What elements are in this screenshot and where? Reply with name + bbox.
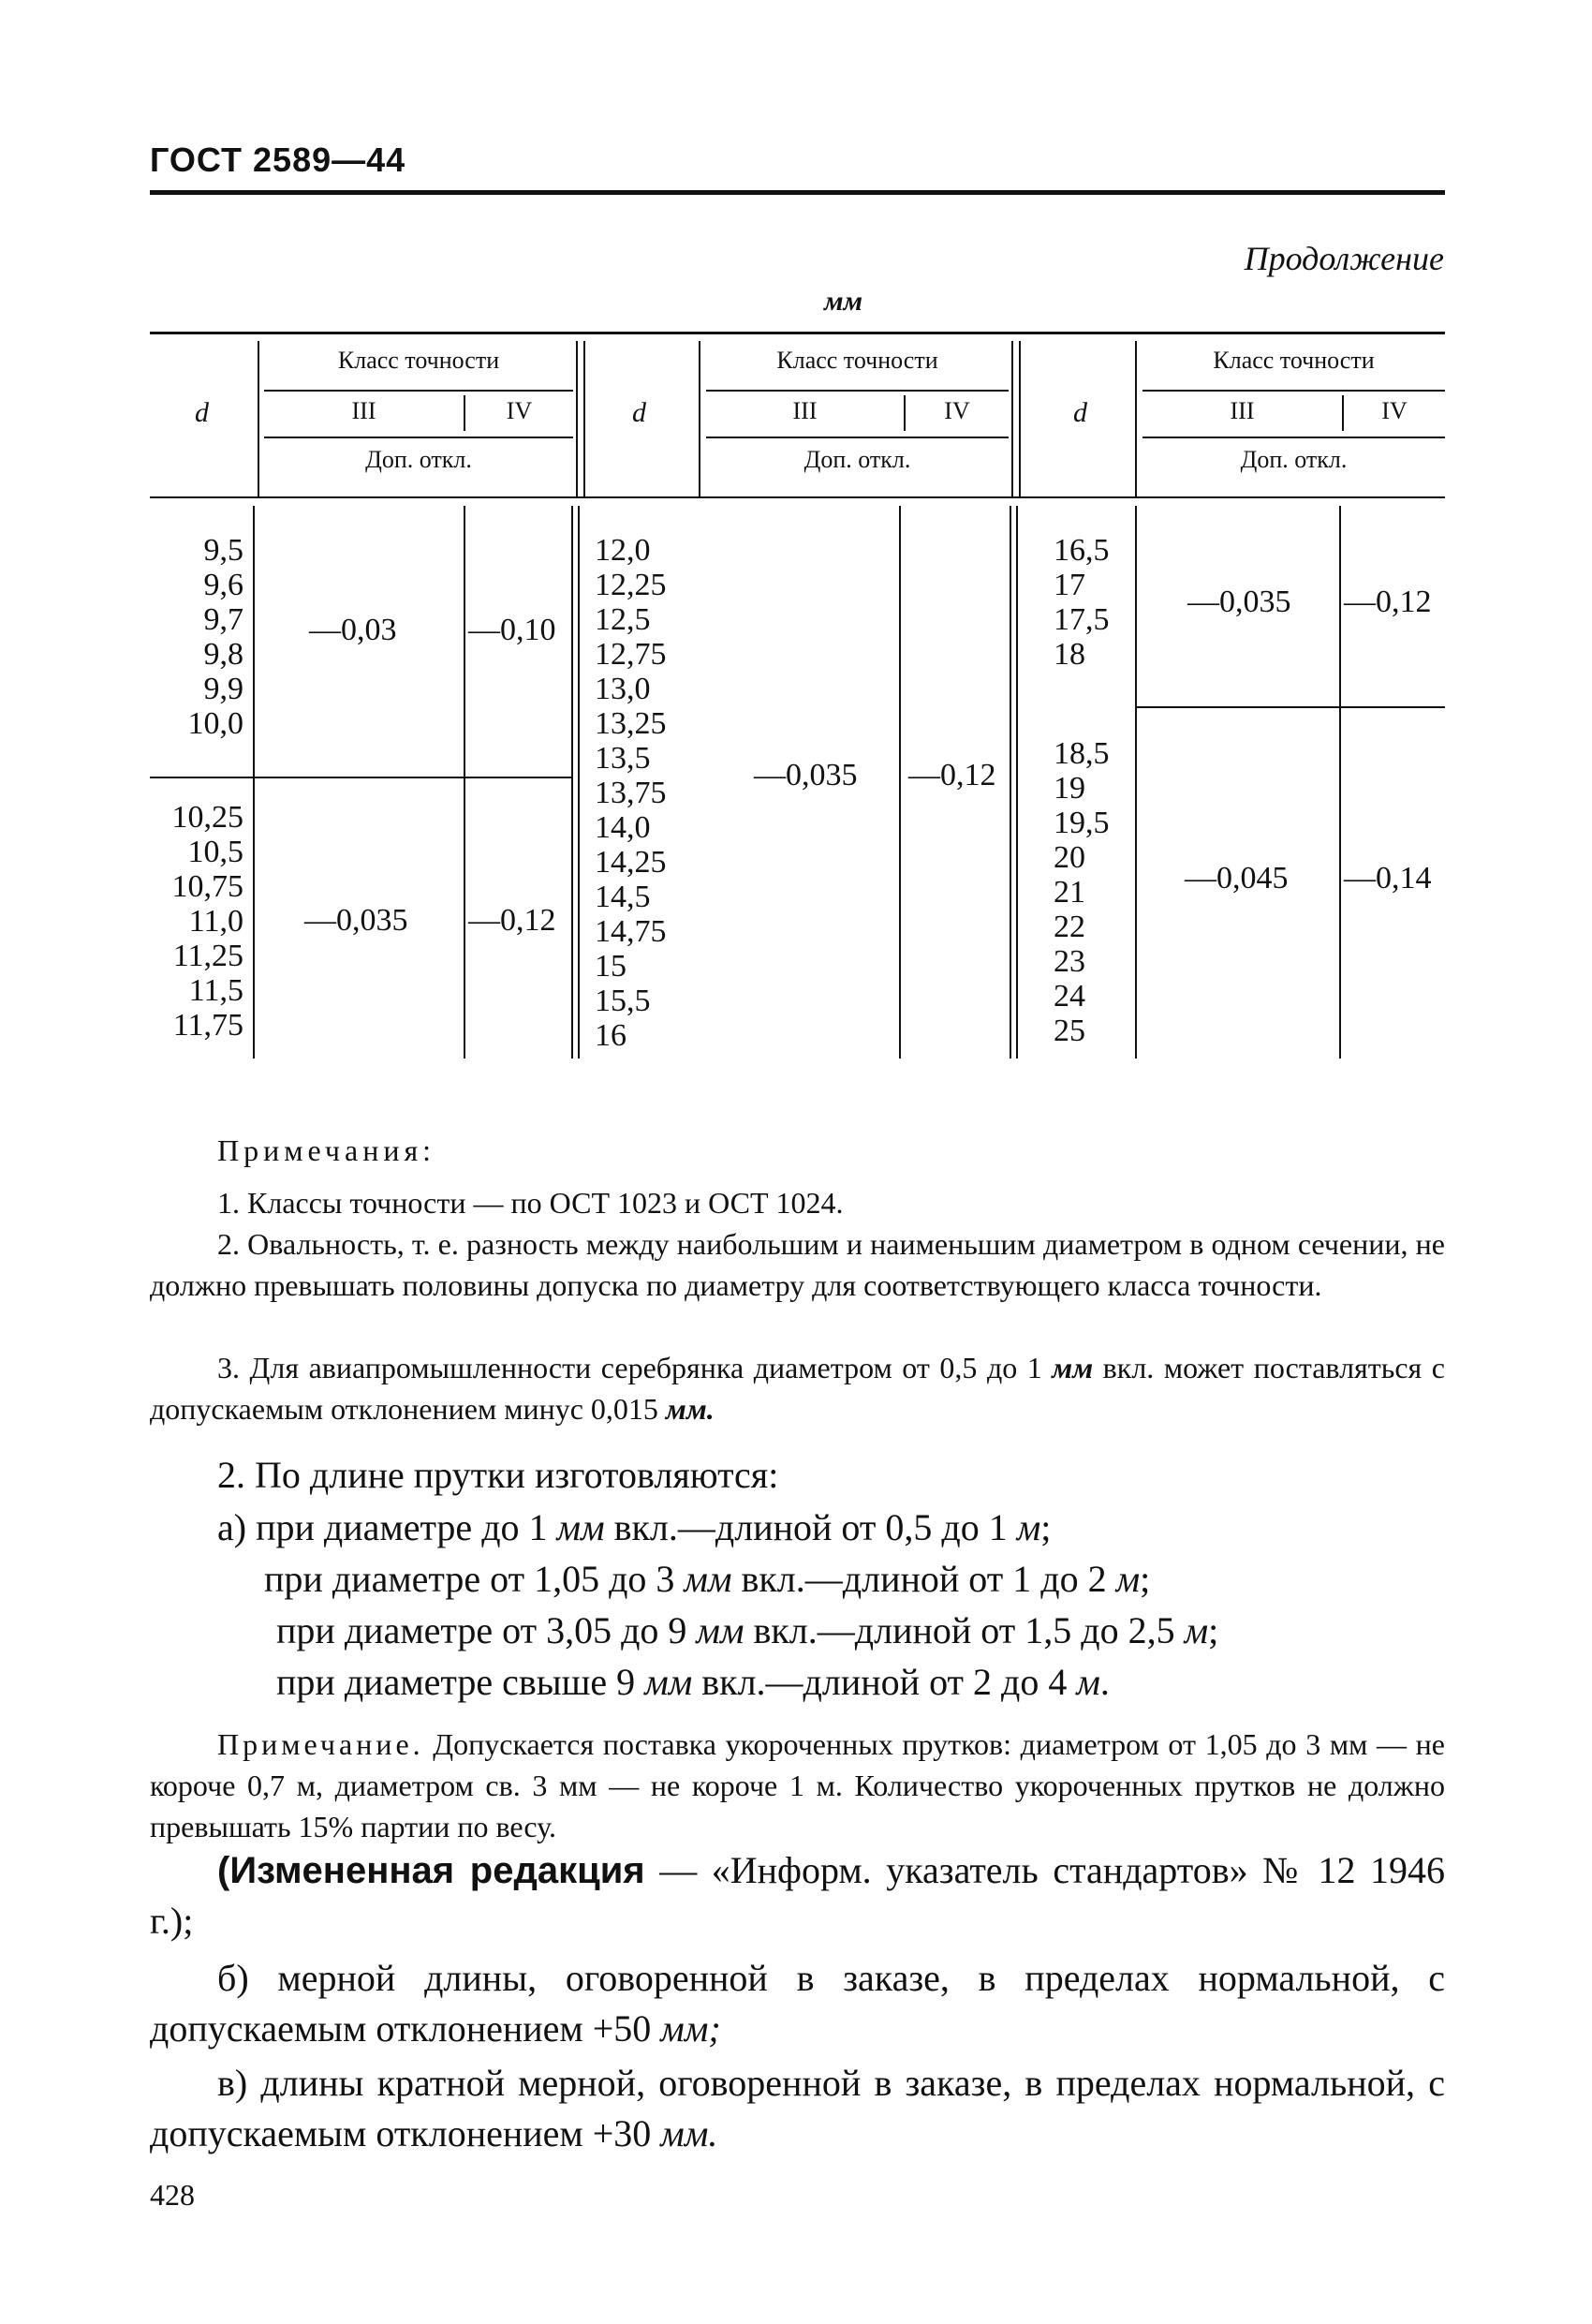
tolerance-iv: —0,12	[468, 903, 556, 938]
amendment-note	[150, 1845, 1445, 1947]
text: ;	[1208, 1609, 1219, 1651]
d-value: 23	[1054, 944, 1085, 979]
tolerance-iv: —0,14	[1344, 861, 1432, 896]
unit-mm: мм	[556, 1506, 605, 1548]
tolerance-header: Доп. откл.	[803, 446, 911, 473]
tolerance-iv: —0,12	[1344, 585, 1432, 619]
group-separator	[1135, 706, 1445, 708]
unit-mm: мм	[696, 1609, 744, 1651]
d-value: 21	[1054, 875, 1085, 910]
class-header: Класс точности	[1213, 347, 1375, 374]
text: ;	[1040, 1506, 1052, 1548]
d-value: 20	[1054, 840, 1085, 875]
divider	[699, 341, 700, 496]
tolerance-iv: —0,10	[468, 613, 556, 647]
length-line-a2	[264, 1554, 1150, 1605]
d-values-group	[595, 533, 667, 1053]
d-value: 22	[1054, 910, 1085, 944]
note-label: Примечание.	[217, 1727, 424, 1761]
class-iv-header: IV	[1381, 397, 1408, 424]
unit-m: м	[1115, 1558, 1141, 1600]
class-iv-header: IV	[944, 397, 970, 424]
tolerance-table	[150, 332, 1445, 1062]
d-values-group	[1054, 533, 1110, 672]
tolerance-iii: —0,035	[1187, 585, 1291, 619]
d-value: 10,0	[187, 706, 243, 741]
d-value: 18	[1054, 637, 1085, 672]
tolerance-iv: —0,12	[908, 758, 996, 792]
text: а) при диаметре до 1	[217, 1506, 557, 1548]
d-value: 9,9	[203, 672, 243, 706]
unit-mm: мм.	[660, 2112, 718, 2154]
d-value: 12,0	[595, 533, 651, 568]
continuation-label: Продолжение	[1244, 240, 1444, 277]
divider	[1016, 506, 1018, 1058]
divider	[264, 390, 573, 392]
divider	[899, 506, 901, 1058]
text: вкл.—длиной от 1,5 до 2,5	[744, 1609, 1185, 1651]
divider	[258, 341, 259, 496]
unit-m: м	[1184, 1609, 1209, 1651]
item-b-text: б) мерной длины, оговоренной в заказе, в пределах нормальной, с допускаемым отклонением +50	[150, 1957, 1445, 2050]
table-header-rule	[150, 496, 1445, 498]
d-value: 10,25	[171, 800, 243, 835]
d-value: 9,5	[203, 533, 243, 568]
d-value: 17,5	[1054, 602, 1110, 637]
section-2-title: 2. По длине прутки изготовляются:	[217, 1454, 779, 1496]
divider	[264, 437, 573, 438]
text: вкл.—длиной от 1 до 2	[731, 1558, 1116, 1600]
tolerance-iii: —0,045	[1185, 861, 1289, 896]
d-value: 16,5	[1054, 533, 1110, 568]
length-line-a4	[276, 1657, 1110, 1708]
divider	[253, 506, 255, 1058]
column-d-header: d	[195, 397, 209, 428]
item-v	[150, 2058, 1445, 2159]
d-value: 18,5	[1054, 736, 1110, 771]
tolerance-header: Доп. откл.	[365, 446, 472, 473]
tolerance-iii: —0,035	[304, 903, 408, 938]
d-value: 19,5	[1054, 806, 1110, 840]
divider	[571, 506, 573, 1058]
column-d-header: d	[1073, 397, 1087, 428]
divider	[1019, 341, 1021, 496]
text: вкл.—длиной от 2 до 4	[692, 1661, 1077, 1703]
page-number: 428	[150, 2178, 195, 2212]
group-separator	[150, 777, 571, 778]
d-values-group	[1054, 736, 1110, 1048]
divider	[1339, 506, 1341, 1058]
length-line-a3	[276, 1606, 1218, 1656]
divider	[1011, 341, 1013, 496]
unit-mm: мм	[644, 1661, 693, 1703]
divider	[706, 390, 1009, 392]
note-3-text-b: вкл. может поставляться с допускаемым отклонением минус 0,015	[150, 1351, 1446, 1426]
text: ;	[1140, 1558, 1151, 1600]
class-iv-header: IV	[506, 397, 533, 424]
note-2: 2. Овальность, т. е. разность между наибольшим и наименьшим диаметром в одном сечении, не должно превышать половины допуска по диаметру для соответствующего класса точности.	[150, 1227, 1445, 1302]
d-value: 14,75	[595, 914, 667, 949]
amendment-text: — «Информ. указатель стандартов» № 12 1946 г.);	[150, 1849, 1446, 1942]
d-value: 9,7	[203, 602, 243, 637]
d-value: 12,5	[595, 602, 651, 637]
d-value: 16	[595, 1018, 626, 1053]
unit-mm: мм	[684, 1558, 732, 1600]
d-value: 11,25	[172, 939, 243, 973]
d-value: 14,0	[595, 810, 651, 845]
d-value: 13,0	[595, 672, 651, 706]
note-3	[150, 1347, 1445, 1429]
d-values-group	[150, 800, 243, 1043]
d-value: 17	[1054, 568, 1085, 602]
d-value: 25	[1054, 1014, 1085, 1048]
note-1: 1. Классы точности — по ОСТ 1023 и ОСТ 1024.	[217, 1186, 844, 1220]
class-header: Класс точности	[776, 347, 938, 374]
d-value: 11,5	[188, 973, 243, 1008]
class-iii-header: III	[1230, 397, 1255, 424]
d-value: 13,25	[595, 706, 667, 741]
document-title: ГОСТ 2589—44	[150, 141, 406, 179]
item-v-text: в) длины кратной мерной, оговоренной в заказе, в пределах нормальной, с допускаемым отклонением +30	[150, 2062, 1445, 2154]
unit-m: м	[1016, 1506, 1041, 1548]
d-value: 9,6	[203, 568, 243, 602]
text: при диаметре от 3,05 до 9	[276, 1609, 697, 1651]
divider	[1135, 506, 1137, 1058]
d-value: 10,75	[171, 869, 243, 904]
d-value: 13,75	[595, 776, 667, 810]
divider	[578, 506, 580, 1058]
note-3-text-a: 3. Для авиапромышленности серебрянка диаметром от 0,5 до 1	[217, 1351, 1053, 1384]
d-value: 15	[595, 949, 626, 984]
d-value: 12,25	[595, 568, 667, 602]
table-top-rule	[150, 332, 1445, 334]
divider	[576, 341, 578, 496]
class-iii-header: III	[792, 397, 818, 424]
divider	[1142, 437, 1445, 438]
d-value: 9,8	[203, 637, 243, 672]
notes-heading: Примечания:	[217, 1133, 436, 1167]
text: вкл.—длиной от 0,5 до 1	[604, 1506, 1017, 1548]
text: при диаметре от 1,05 до 3	[264, 1558, 685, 1600]
tolerance-iii: —0,035	[754, 758, 858, 792]
d-value: 24	[1054, 979, 1085, 1014]
item-b	[150, 1953, 1445, 2054]
divider	[1135, 341, 1137, 496]
divider	[706, 437, 1009, 438]
text: при диаметре свыше 9	[276, 1661, 645, 1703]
unit-mm: мм.	[665, 1392, 715, 1426]
note-text: Допускается поставка укороченных прутков: диаметром от 1,05 до 3 мм — не короче 0,7 м, диаметром св. 3 мм — не короче 1 м. Количество укороченных прутков не должно превышать 15% партии по весу.	[150, 1727, 1445, 1843]
class-header: Класс точности	[337, 347, 500, 374]
note-lengths	[150, 1724, 1445, 1847]
divider	[1142, 390, 1445, 392]
unit-m: м	[1076, 1661, 1100, 1703]
d-value: 11,75	[172, 1008, 243, 1043]
divider	[1010, 506, 1011, 1058]
column-d-header: d	[632, 397, 646, 428]
d-value: 19	[1054, 771, 1085, 806]
header-rule	[150, 190, 1445, 195]
d-value: 15,5	[595, 984, 651, 1018]
tolerance-header: Доп. откл.	[1240, 446, 1348, 473]
tolerance-iii: —0,03	[309, 613, 397, 647]
d-value: 11,0	[188, 904, 243, 939]
d-value: 14,25	[595, 845, 667, 880]
class-iii-header: III	[351, 397, 376, 424]
unit-mm: мм;	[660, 2007, 721, 2050]
d-value: 10,5	[187, 835, 243, 869]
amendment-bold: (Измененная редакция	[217, 1850, 645, 1891]
d-value: 13,5	[595, 741, 651, 776]
d-value: 12,75	[595, 637, 667, 672]
d-values-group	[150, 533, 243, 741]
text: .	[1099, 1661, 1110, 1703]
length-line-a1	[217, 1502, 1051, 1553]
divider	[464, 506, 465, 1058]
unit-mm: мм	[1052, 1351, 1094, 1384]
unit-label: мм	[824, 286, 863, 317]
d-value: 14,5	[595, 880, 651, 914]
divider	[583, 341, 585, 496]
